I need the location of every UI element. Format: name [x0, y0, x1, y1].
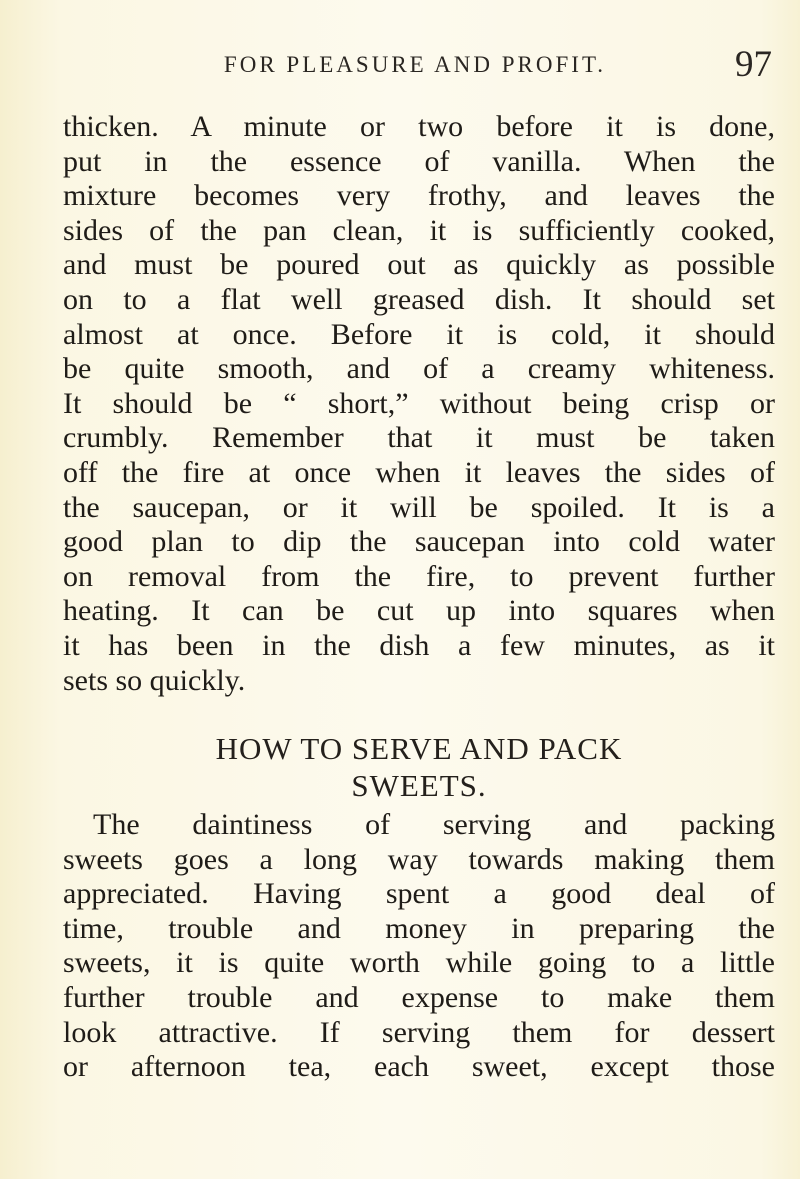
- text-line: be quite smooth, and of a creamy whiteness.: [63, 352, 775, 386]
- text-line: look attractive. If serving them for dessert: [63, 1015, 775, 1049]
- text-line: and must be poured out as quickly as possible: [63, 248, 775, 282]
- text-line: sets so quickly.: [63, 663, 246, 697]
- page-number: 97: [735, 44, 772, 85]
- text-line: it has been in the dish a few minutes, as it: [63, 628, 775, 662]
- text-line: sweets goes a long way towards making them: [63, 842, 775, 876]
- text-line: almost at once. Before it is cold, it should: [63, 317, 775, 351]
- text-line: the saucepan, or it will be spoiled. It is a: [63, 490, 775, 524]
- text-line: on removal from the fire, to prevent further: [63, 559, 775, 593]
- running-head: FOR PLEASURE AND PROFIT.: [223, 52, 607, 77]
- text-line: sides of the pan clean, it is sufficiently cooked,: [63, 213, 775, 247]
- text-line: or afternoon tea, each sweet, except those: [63, 1050, 775, 1084]
- text-line: The daintiness of serving and packing: [93, 808, 775, 841]
- paragraph-serving-sweets: [63, 808, 775, 1085]
- text-line: off the fire at once when it leaves the sides of: [63, 455, 775, 489]
- text-line: sweets, it is quite worth while going to a little: [63, 946, 775, 980]
- text-line: appreciated. Having spent a good deal of: [63, 877, 775, 911]
- section-heading-continued: SWEETS.: [351, 768, 487, 803]
- text-line: on to a flat well greased dish. It should set: [63, 282, 775, 316]
- text-line: It should be “ short,” without being crisp or: [63, 386, 775, 420]
- text-line: put in the essence of vanilla. When the: [63, 144, 775, 178]
- section-heading: HOW TO SERVE AND PACK: [215, 731, 623, 766]
- text-line: thicken. A minute or two before it is done,: [63, 110, 775, 143]
- text-line: time, trouble and money in preparing the: [63, 911, 775, 945]
- text-line: further trouble and expense to make them: [63, 980, 775, 1014]
- text-line: good plan to dip the saucepan into cold water: [63, 525, 775, 559]
- text-line: crumbly. Remember that it must be taken: [63, 421, 775, 455]
- paragraph-continuation: [63, 110, 775, 698]
- text-line: mixture becomes very frothy, and leaves the: [63, 179, 775, 213]
- text-line: heating. It can be cut up into squares when: [63, 594, 775, 628]
